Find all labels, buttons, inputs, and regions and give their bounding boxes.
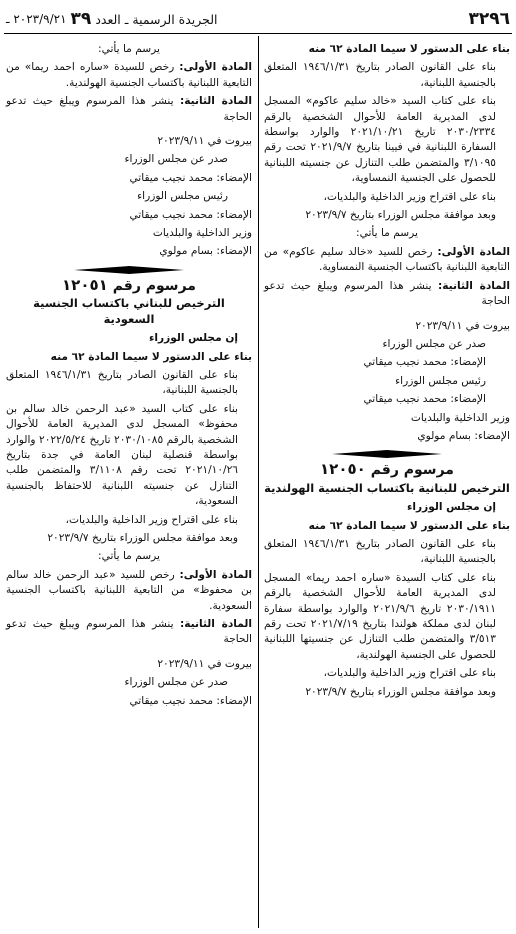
basis-proposal: بناء على اقتراح وزير الداخلية والبلديات، [323,190,496,203]
basis-constitution: بناء على الدستور لا سيما المادة ٦٢ منه [308,43,510,55]
basis-proposal: بناء على اقتراح وزير الداخلية والبلديات، [323,667,496,680]
place-date: بيروت في ٢٠٢٣/٩/١١ [415,319,510,332]
decree-title-prefix: مرسوم رقم [370,462,454,479]
gazette-title [6,9,218,29]
signature-3: الإمضاء: بسام مولوي [159,245,252,258]
minister-title: وزير الداخلية والبلديات [410,411,510,424]
page-number: ٣٢٩٦ [468,9,510,29]
signature-1: الإمضاء: محمد نجيب ميقاتي [363,356,486,369]
decree-subject: الترخيص للبناني باكتساب الجنسية السعودية [33,296,225,326]
article-2-text: ينشر هذا المرسوم ويبلغ حيث تدعو الحاجة [6,95,252,123]
basis-letter: بناء على كتاب السيد «خالد سليم عاكوم» المسجل لدى المديرية العامة للأحوال الشخصية بالرقم ٢٠٣٠/٢٣٣٤ تاريخ ٢٠٢١/١٠/٢١ والوارد بواسطة السفارة اللبنانية في فيينا بتاريخ ٢٠٢١/٩/٧ تحت رقم ٣/١٠٩٥ والمتضمن طلب التنازل عن جنسيته اللبنانية للحصول على الجنسية النمساوية، [264,95,497,185]
article-1 [6,568,252,614]
page-header [6,6,510,32]
place-date: بيروت في ٢٠٢٣/٩/١١ [157,657,252,670]
article-1-text: رخص للسيد «عبد الرحمن خالد سالم بن محفوظ» من التابعية اللبنانية باكتساب الجنسية السعودية. [6,568,252,612]
article-1-text: رخص للسيدة «ساره احمد ريما» من التابعية اللبنانية باكتساب الجنسية الهولندية. [6,61,252,89]
right-column [264,42,510,934]
basis-letter: بناء على كتاب السيدة «ساره احمد ريما» المسجل لدى المديرية العامة للأحوال الشخصية بالرقم ٢٠٣٠/١٩١١ تاريخ ٢٠٢١/٩/٦ والوارد بواسطة سفارة لبنان لدى مملكة هولندا بتاريخ ٢٠٢١/٧/١٩ تحت رقم ٣/٥١٣ والمتضمن طلب التنازل عن جنسيتها اللبنانية للحصول على الجنسية الهولندية، [264,571,496,661]
section-separator [264,450,510,458]
signature-1: الإمضاء: محمد نجيب ميقاتي [129,694,252,707]
article-1-label: المادة الأولى: [179,61,252,74]
issued-by: صدر عن مجلس الوزراء [124,153,228,166]
article-1-label: المادة الأولى: [437,245,511,258]
section-separator [6,266,252,274]
decrees-line: يرسم ما يأتي: [98,43,160,55]
article-2 [6,617,252,648]
council-heading: إن مجلس الوزراء [406,501,496,514]
basis-council: وبعد موافقة مجلس الوزراء بتاريخ ٢٠٢٣/٩/٧ [47,531,238,544]
basis-council: وبعد موافقة مجلس الوزراء بتاريخ ٢٠٢٣/٩/٧ [305,685,496,698]
place-date: بيروت في ٢٠٢٣/٩/١١ [157,135,252,148]
header-rule [4,33,512,34]
decree-title-prefix: مرسوم رقم [112,277,196,294]
article-2-label: المادة الثانية: [438,279,510,292]
issue-date: ٢٠٢٣/٩/٢١ ـ [6,12,67,26]
article-2-text: ينشر هذا المرسوم ويبلغ حيث تدعو الحاجة [6,618,252,646]
basis-law: بناء على القانون الصادر بتاريخ ١٩٤٦/١/٣١ المتعلق بالجنسية اللبنانية، [264,537,496,566]
article-1 [6,60,252,91]
signature-2: الإمضاء: محمد نجيب ميقاتي [363,393,486,406]
pm-title: رئيس مجلس الوزراء [137,190,228,203]
decree-title [264,462,510,478]
signature-2: الإمضاء: محمد نجيب ميقاتي [129,208,252,221]
signature-3: الإمضاء: بسام مولوي [417,429,510,442]
basis-law: بناء على القانون الصادر بتاريخ ١٩٤٦/١/٣١ المتعلق بالجنسية اللبنانية، [6,368,238,397]
left-column [6,42,252,934]
basis-constitution: بناء على الدستور لا سيما المادة ٦٢ منه [308,519,510,532]
article-2-label: المادة الثانية: [180,618,252,630]
article-2-text: ينشر هذا المرسوم ويبلغ حيث تدعو الحاجة [264,279,510,308]
issue-number: ٣٩ [70,9,92,29]
basis-proposal: بناء على اقتراح وزير الداخلية والبلديات، [65,513,238,526]
signature-1: الإمضاء: محمد نجيب ميقاتي [129,171,252,184]
minister-title: وزير الداخلية والبلديات [152,227,252,240]
article-2 [6,94,252,125]
article-1 [264,245,510,276]
basis-constitution: بناء على الدستور لا سيما المادة ٦٢ منه [50,350,252,363]
decree-number: ١٢٠٥١ [62,275,108,294]
article-1-label: المادة الأولى: [179,568,253,581]
issued-by: صدر عن مجلس الوزراء [124,676,228,689]
decree-title [6,275,252,294]
basis-council: وبعد موافقة مجلس الوزراء بتاريخ ٢٠٢٣/٩/٧ [305,209,496,222]
basis-law: بناء على القانون الصادر بتاريخ ١٩٤٦/١/٣١ المتعلق بالجنسية اللبنانية، [264,61,496,89]
column-divider [258,36,259,928]
basis-letter: بناء على كتاب السيد «عبد الرحمن خالد سالم بن محفوظ» المسجل لدى المديرية العامة للأحوال الشخصية بالرقم ٢٠٣٠/١٠٨٥ تاريخ ٢٠٢٢/٥/٢٤ والوارد بواسطة قنصلية لبنان العامة في جدة بتاريخ ٢٠٢١/١٠/٢٦ تحت رقم ٣/١١٠٨ والمتضمن طلب التنازل عن جنسيته اللبنانية للاحتفاظ بالجنسية السعودية، [6,402,238,508]
council-heading: إن مجلس الوزراء [148,332,238,345]
article-1-text: رخص للسيد «خالد سليم عاكوم» من التابعية اللبنانية باكتساب الجنسية النمساوية. [264,245,510,274]
decree-subject: الترخيص للبنانية باكتساب الجنسية الهولندية [264,480,510,495]
publication-name: الجريدة الرسمية ـ العدد [95,11,218,27]
article-2 [264,279,510,310]
decrees-line: يرسم ما يأتي: [356,227,418,240]
issued-by: صدر عن مجلس الوزراء [382,337,486,350]
decrees-line: يرسم ما يأتي: [98,550,160,563]
decree-number: ١٢٠٥٠ [320,460,366,479]
pm-title: رئيس مجلس الوزراء [395,374,486,387]
article-2-label: المادة الثانية: [180,95,252,108]
